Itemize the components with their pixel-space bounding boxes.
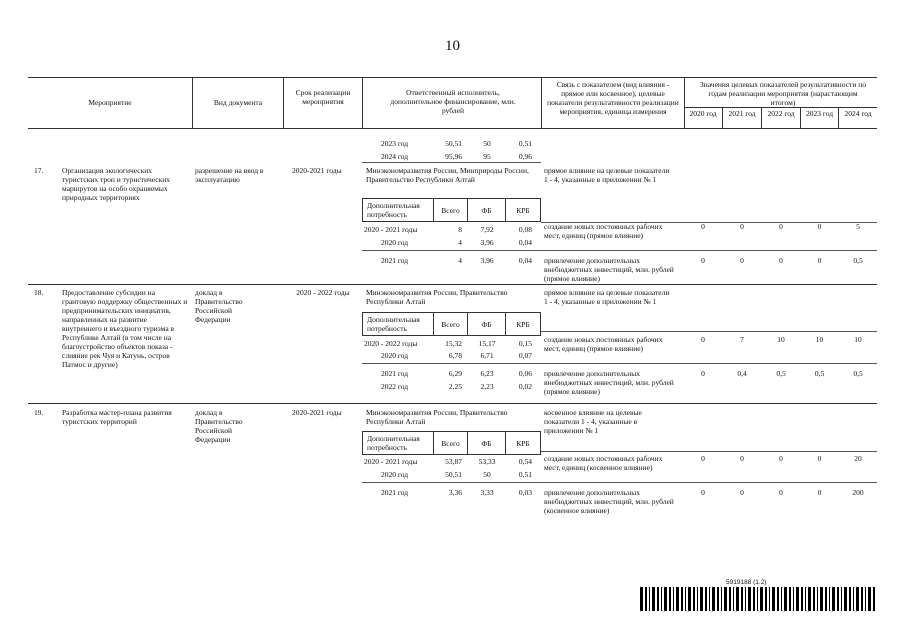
fin-krb: 0,04	[518, 238, 532, 247]
barcode-bar	[649, 587, 650, 611]
fin-header-box	[362, 431, 541, 455]
barcode-bar	[745, 587, 746, 611]
fin-total: 4	[458, 238, 462, 247]
barcode-bar	[789, 587, 791, 611]
header-year: 2023 год	[805, 109, 834, 118]
fin-period: 2020 год	[381, 470, 409, 479]
header-executor: Ответственный исполнитель, дополнительное финансирование, млн. рублей	[390, 88, 516, 115]
fin-total: 50,51	[445, 470, 462, 479]
barcode-bar	[793, 587, 794, 611]
barcode-bar	[841, 587, 842, 611]
indicator-value: 0	[817, 256, 822, 265]
barcode-bar	[805, 587, 806, 611]
row-rule	[541, 451, 877, 452]
header-activity: Мероприятие	[88, 98, 132, 107]
fin-krb: 0,96	[518, 152, 532, 161]
col-divider	[283, 77, 284, 128]
fin-need-label: Дополнительная потребность	[367, 315, 420, 333]
fin-krb-label: КРБ	[516, 206, 530, 215]
header-top-rule	[28, 77, 877, 78]
barcode-bar	[757, 587, 758, 611]
barcode-bar	[673, 587, 674, 611]
barcode-bar	[837, 587, 839, 611]
fin-total: 15,32	[445, 339, 462, 348]
barcode-bar	[784, 587, 787, 611]
col-divider	[838, 107, 839, 128]
indicator-value: 0	[817, 454, 822, 463]
row-separator	[28, 284, 877, 285]
fin-fb: 3,96	[480, 238, 494, 247]
barcode-text: 5919188 (1.2)	[726, 579, 767, 586]
barcode-bar	[717, 587, 719, 611]
row-number: 18.	[34, 288, 44, 297]
indicator-value: 7	[740, 335, 744, 344]
barcode-bar	[700, 587, 703, 611]
barcode-bar	[733, 587, 734, 611]
fin-krb-label: КРБ	[516, 320, 530, 329]
executor-text: Минэкономразвития России, Правительство Республики Алтай	[366, 408, 508, 426]
header-link: Связь с показателем (вид влияния - прямое или косвенное), целевые показатели результативности реализации мероприятия, единица измерения	[547, 80, 679, 116]
barcode-bar	[685, 587, 686, 611]
deadline-text: 2020-2021 годы	[292, 408, 342, 417]
fin-period: 2020 - 2021 годы	[364, 225, 418, 234]
link-text: косвенное влияние на целевые показатели 1 - 4, указанные в приложении № 1	[544, 408, 642, 435]
barcode-bar	[861, 587, 863, 611]
barcode-bar	[721, 587, 722, 611]
barcode-bar	[681, 587, 683, 611]
activity-text: Предоставление субсидии на грантовую поддержку общественных и предпринимательских инициатив, направленных на развитие внутреннего и въездного туризма в Республике Алтай (в том числе на благоустройство объектов показа - слияние рек Чуя и Катунь, остров Патмос и другие)	[62, 288, 188, 369]
deadline-text: 2020 - 2022 годы	[296, 288, 350, 297]
fin-period: 2020 год	[381, 238, 409, 247]
barcode-bar	[868, 587, 871, 611]
barcode-bar	[661, 587, 662, 611]
col-divider	[800, 107, 801, 128]
col-divider	[684, 77, 685, 128]
fin-total-label: Всего	[441, 439, 460, 448]
fin-krb: 0,02	[518, 382, 532, 391]
fin-fb-label: ФБ	[481, 439, 492, 448]
fin-total: 6,78	[448, 351, 462, 360]
activity-text: Разработка мастер-плана развития туристских территорий	[62, 408, 172, 426]
header-year: 2020 год	[689, 109, 717, 118]
barcode-bar	[829, 587, 830, 611]
barcode	[640, 587, 876, 611]
barcode-bar	[664, 587, 667, 611]
barcode-bar	[801, 587, 803, 611]
fin-total: 95,96	[445, 152, 462, 161]
fin-period: 2020 - 2021 годы	[364, 457, 418, 466]
barcode-bar	[729, 587, 731, 611]
fin-krb: 0,54	[518, 457, 532, 466]
barcode-bar	[709, 587, 710, 611]
barcode-bar	[844, 587, 847, 611]
indicator-value: 10	[777, 335, 785, 344]
barcode-bar	[705, 587, 707, 611]
indicator-value: 0	[740, 488, 744, 497]
fin-fb: 3,33	[480, 488, 494, 497]
fin-krb: 0,51	[518, 139, 532, 148]
fin-fb-label: ФБ	[481, 320, 492, 329]
indicator-value: 5	[856, 222, 860, 231]
header-deadline: Срок реализации мероприятия	[295, 88, 351, 106]
indicator-value: 0,5	[814, 369, 825, 378]
fin-fb: 15,17	[478, 339, 496, 348]
barcode-bar	[865, 587, 866, 611]
col-divider	[541, 77, 542, 128]
indicator-name: создание новых постоянных рабочих мест, единиц (прямое влияние)	[544, 335, 663, 353]
barcode-bar	[697, 587, 698, 611]
fin-total: 6,29	[448, 369, 462, 378]
indicator-value: 0	[701, 369, 705, 378]
barcode-bar	[781, 587, 782, 611]
barcode-bar	[657, 587, 659, 611]
fin-fb: 2,23	[480, 382, 494, 391]
barcode-bar	[796, 587, 799, 611]
col-divider	[761, 107, 762, 128]
barcode-bar	[741, 587, 743, 611]
indicator-value: 0	[740, 256, 744, 265]
indicator-value: 0	[701, 335, 705, 344]
indicator-value: 0	[701, 222, 705, 231]
fin-period: 2024 год	[381, 152, 409, 161]
fin-total: 3,36	[448, 488, 462, 497]
fin-period: 2021 год	[381, 369, 409, 378]
barcode-bar	[693, 587, 695, 611]
indicator-name: создание новых постоянных рабочих мест, единиц (косвенное влияние)	[544, 454, 663, 472]
barcode-bar	[769, 587, 770, 611]
barcode-bar	[652, 587, 655, 611]
barcode-bar	[765, 587, 767, 611]
fin-period: 2023 год	[381, 139, 409, 148]
indicator-value: 0	[701, 256, 705, 265]
indicator-value: 0	[817, 488, 822, 497]
executor-text: Минэкономразвития России, Минприроды России, Правительство Республики Алтай	[366, 166, 529, 184]
fin-need-label: Дополнительная потребность	[367, 434, 420, 452]
fin-total-label: Всего	[441, 320, 460, 329]
deadline-text: 2020-2021 годы	[292, 166, 342, 175]
indicator-value: 200	[852, 488, 864, 497]
executor-text: Минэкономразвития России, Правительство Республики Алтай	[366, 288, 508, 306]
indicator-value: 0	[779, 488, 783, 497]
indicator-name: привлечение дополнительных внебюджетных инвестиций, млн. рублей (косвенное влияние)	[544, 488, 674, 515]
barcode-bar	[808, 587, 811, 611]
barcode-bar	[853, 587, 854, 611]
row-number: 17.	[34, 166, 44, 175]
fin-krb: 0,03	[518, 488, 532, 497]
fin-krb: 0,06	[518, 369, 532, 378]
barcode-bar	[820, 587, 823, 611]
barcode-bar	[645, 587, 647, 611]
col-divider	[192, 77, 193, 128]
fin-total: 50,51	[445, 139, 462, 148]
indicator-name: создание новых постоянных рабочих мест, единиц (прямое влияние)	[544, 222, 663, 240]
fin-krb: 0,08	[518, 225, 532, 234]
fin-fb: 6,23	[480, 369, 494, 378]
indicator-value: 0,4	[737, 369, 747, 378]
barcode-bar	[748, 587, 751, 611]
header-values-title: Значения целевых показателей результативности по годам реализации мероприятия (нарастающим итогом)	[700, 80, 866, 107]
fin-fb-label: ФБ	[481, 206, 492, 215]
header-year: 2024 год	[844, 109, 872, 118]
fin-period: 2020 год	[381, 351, 409, 360]
barcode-bar	[849, 587, 851, 611]
indicator-value: 0	[740, 222, 744, 231]
doc-type-text: доклад в Правительство Российской Федерации	[195, 408, 243, 444]
row-rule	[541, 331, 877, 332]
row-separator	[28, 403, 877, 404]
indicator-value: 0	[817, 222, 822, 231]
fin-rule	[362, 162, 541, 163]
activity-text: Организация экологических туристских троп и туристических маршрутов на особо охраняемых природных территориях	[62, 166, 170, 202]
header-year: 2021 год	[728, 109, 756, 118]
page-number: 10	[445, 38, 460, 54]
barcode-bar	[736, 587, 739, 611]
indicator-value: 20	[854, 454, 862, 463]
fin-krb-label: КРБ	[516, 439, 530, 448]
link-text: прямое влияние на целевые показатели 1 - 4, указанные в приложении № 1	[544, 166, 670, 184]
indicator-name: привлечение дополнительных внебюджетных инвестиций, млн. рублей (прямое влияние)	[544, 256, 674, 283]
barcode-bar	[777, 587, 779, 611]
fin-header-box	[362, 198, 541, 222]
fin-period: 2021 год	[381, 256, 409, 265]
fin-total-label: Всего	[441, 206, 460, 215]
indicator-name: привлечение дополнительных внебюджетных инвестиций, млн. рублей (прямое влияние)	[544, 369, 674, 396]
fin-krb: 0,07	[518, 351, 532, 360]
barcode-bar	[753, 587, 755, 611]
doc-type-text: доклад в Правительство Российской Федерации	[195, 288, 243, 324]
indicator-value: 0	[779, 454, 783, 463]
fin-rule	[362, 250, 541, 251]
fin-total: 8	[458, 225, 462, 234]
fin-period: 2022 год	[381, 382, 409, 391]
fin-krb: 0,15	[518, 339, 532, 348]
barcode-bar	[772, 587, 775, 611]
fin-period: 2020 - 2022 годы	[364, 339, 418, 348]
fin-krb: 0,04	[518, 256, 532, 265]
fin-total: 53,87	[445, 457, 462, 466]
fin-krb: 0,51	[518, 470, 532, 479]
barcode-bar	[873, 587, 875, 611]
fin-fb: 7,92	[480, 225, 494, 234]
row-number: 19.	[34, 408, 44, 417]
fin-need-label: Дополнительная потребность	[367, 201, 420, 219]
fin-fb: 95	[483, 152, 491, 161]
header-year: 2022 год	[767, 109, 795, 118]
indicator-value: 0,5	[776, 369, 786, 378]
barcode-bar	[676, 587, 679, 611]
barcode-bar	[669, 587, 671, 611]
row-rule	[541, 250, 877, 251]
fin-total: 4	[458, 256, 462, 265]
barcode-bar	[813, 587, 815, 611]
fin-total: 2,25	[448, 382, 462, 391]
indicator-value: 0	[779, 222, 783, 231]
barcode-bar	[724, 587, 727, 611]
barcode-bar	[688, 587, 691, 611]
header-doc-type: Вид документа	[213, 98, 263, 107]
col-divider	[362, 77, 363, 128]
fin-header-box	[362, 312, 541, 336]
fin-fb: 50	[483, 470, 491, 479]
barcode-bar	[825, 587, 827, 611]
row-rule	[541, 482, 877, 483]
indicator-value: 0	[740, 454, 744, 463]
years-divider	[684, 107, 877, 108]
barcode-bar	[856, 587, 859, 611]
barcode-bar	[640, 587, 643, 611]
fin-rule	[362, 363, 541, 364]
barcode-bar	[817, 587, 818, 611]
barcode-bar	[712, 587, 715, 611]
header-bottom-rule	[28, 128, 877, 129]
indicator-value: 10	[854, 335, 862, 344]
indicator-value: 10	[815, 335, 824, 344]
indicator-value: 0	[701, 454, 705, 463]
indicator-value: 0	[779, 256, 783, 265]
fin-fb: 3,96	[480, 256, 494, 265]
barcode-bar	[832, 587, 835, 611]
indicator-value: 0	[701, 488, 705, 497]
row-rule	[541, 363, 877, 364]
link-text: прямое влияние на целевые показатели 1 - 4, указанные в приложении № 1	[544, 288, 670, 306]
fin-fb: 53,33	[478, 457, 496, 466]
indicator-value: 0,5	[853, 256, 863, 265]
barcode-bar	[760, 587, 763, 611]
col-divider	[722, 107, 723, 128]
doc-type-text: разрешение на ввод в эксплуатацию	[195, 166, 264, 184]
fin-rule	[362, 482, 541, 483]
fin-period: 2021 год	[381, 488, 409, 497]
fin-fb: 6,71	[480, 351, 494, 360]
fin-fb: 50	[483, 139, 491, 148]
indicator-value: 0,5	[853, 369, 863, 378]
